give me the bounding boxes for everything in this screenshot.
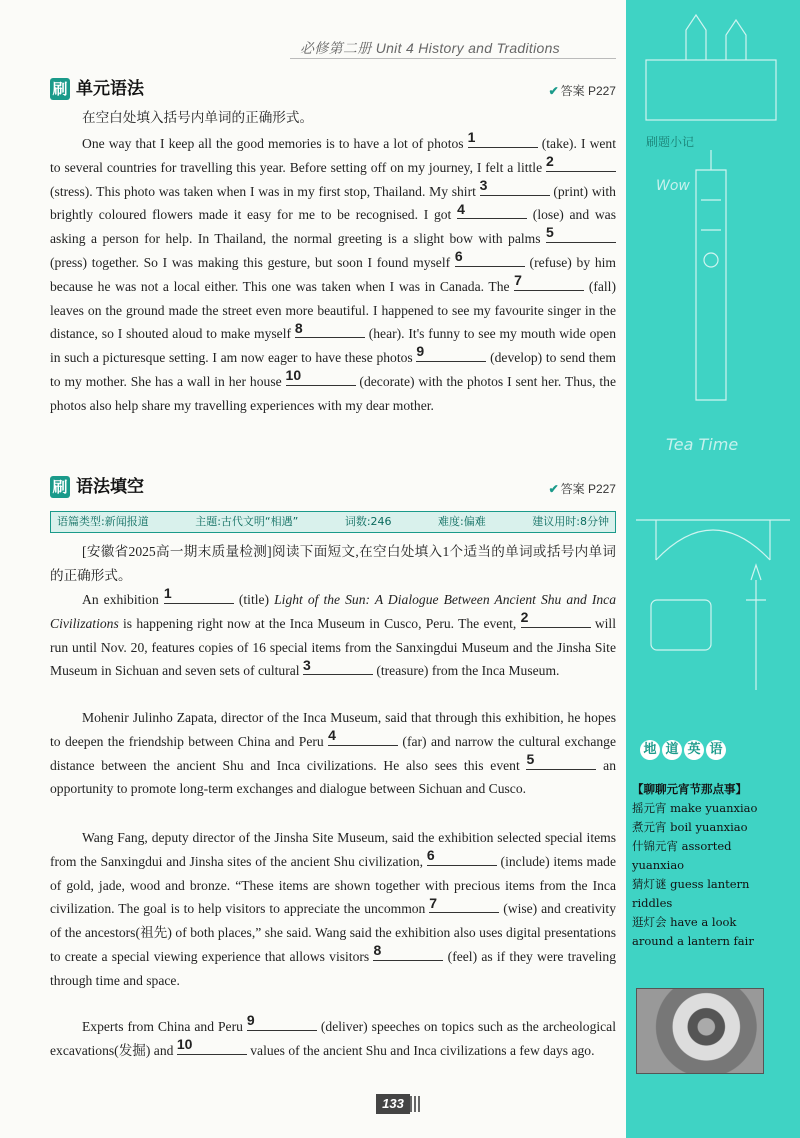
passage-text: (lose) and was asking a person for help. In Thailand, the normal greeting is a slight bow with palms (50, 207, 616, 247)
travel-sketch-illustration (626, 0, 800, 700)
passage-text: (take). I went to several countries for travelling this year. Before setting off on my journey, I felt a little (50, 136, 616, 175)
section2-paragraph-1 (50, 585, 616, 683)
passage-text: (print) with brightly coloured flowers made it easy for me to be recognised. I got (50, 183, 616, 223)
blank-number: 5 (546, 224, 554, 241)
svg-text:Tea Time: Tea Time (666, 435, 739, 454)
info-theme: 主题:古代文明“相遇” (195, 515, 299, 528)
vocab-item: 猜灯谜 guess lantern riddles (632, 877, 750, 910)
passage-text: An exhibition (82, 592, 164, 607)
blank-number: 3 (479, 176, 488, 193)
answer-blank[interactable] (328, 727, 398, 746)
passage-text: Mohenir Julinho Zapata, director of the Inca Museum, said that through this exhibition, he hopes to deepen the friendship between China and Peru (50, 710, 616, 749)
answer-blank[interactable] (246, 1012, 317, 1031)
answer-blank[interactable] (520, 609, 591, 628)
answer-blank[interactable] (467, 129, 538, 148)
blank-number: 1 (467, 129, 476, 146)
section1-heading (50, 78, 616, 106)
passage-info-bar (50, 511, 616, 533)
answer-blank[interactable] (285, 367, 356, 386)
passage-text: Experts from China and Peru (82, 1019, 247, 1034)
answer-blank[interactable] (526, 750, 596, 770)
tangyuan-photo (636, 988, 764, 1074)
passage-text: One way that I keep all the good memories is to have a lot of photos (82, 136, 468, 151)
passage-text: (refuse) by him because he was not a local either. This one was taken when I was in Canada. The (50, 254, 616, 294)
answer-blank[interactable] (454, 248, 525, 267)
passage-text: (include) items made of gold, jade, wood and bronze. “These items are shown together with precious items from the Inca civilization. The goal is to help visitors to appreciate the uncommon (50, 853, 616, 917)
section2-source: [安徽省2025高一期末质量检测]阅读下面短文,在空白处填入1个适当的单词或括号内单词的正确形式。 (50, 544, 616, 583)
answer-blank[interactable] (546, 153, 616, 172)
passage-text: (deliver) speeches on topics such as the archeological excavations(发掘) and (50, 1019, 616, 1058)
blank-number: 9 (246, 1012, 255, 1029)
vocab-item: 什锦元宵 assorted yuanxiao (632, 839, 732, 872)
answer-blank[interactable] (514, 271, 584, 291)
vocab-item: 摇元宵 make yuanxiao (632, 801, 758, 815)
section1-title: 单元语法 (76, 79, 144, 99)
blank-number: 10 (176, 1036, 193, 1052)
section2-paragraph-4 (50, 1012, 616, 1063)
blank-number: 7 (429, 894, 438, 911)
running-header: 必修第二册 Unit 4 History and Traditions (300, 40, 560, 56)
section2-mark: 刷 (50, 476, 70, 498)
answer-blank[interactable] (163, 585, 234, 604)
section2-answer-ref: ✔ 答案 P227 (548, 482, 616, 496)
blank-number: 2 (546, 153, 554, 169)
info-wordcount: 词数:246 (344, 515, 392, 528)
info-time: 建议用时:8分钟 (532, 515, 609, 528)
blank-number: 6 (454, 248, 463, 265)
svg-text:Wow: Wow (656, 178, 690, 194)
section1-mark: 刷 (50, 78, 70, 100)
passage-text: Wang Fang, deputy director of the Jinsha Site Museum, said the exhibition selected special items from the Sanxingdui and Jinsha sites of the ancient Shu civilization, (50, 830, 616, 869)
exhibition-title: Light of the Sun: A Dialogue Between Ancient Shu and Inca Civilizations (50, 592, 616, 631)
blank-number: 7 (514, 271, 522, 288)
vocab-title: 【聊聊元宵节那点事】 (632, 782, 747, 796)
passage-text: (wise) and creativity of the ancestors(祖先) of both places,” she said. Wang said the exhibition also uses digital presentations to create a special viewing experience that allows visitors (50, 901, 616, 964)
lantern-festival-vocab (632, 780, 768, 951)
blank-number: 8 (294, 319, 303, 336)
blank-number: 8 (373, 942, 382, 959)
section1-instruction: 在空白处填入括号内单词的正确形式。 (82, 110, 314, 125)
passage-text: is happening right now at the Inca Museum in Cusco, Peru. The event, (118, 615, 521, 631)
blank-number: 10 (285, 367, 302, 384)
blank-number: 9 (416, 343, 425, 360)
passage-text: (stress). This photo was taken when I was in my first stop, Thailand. My shirt (50, 183, 480, 199)
answer-blank[interactable] (373, 942, 443, 961)
blank-number: 1 (163, 585, 172, 602)
check-icon: ✔ (548, 84, 559, 98)
sidebar-panel (626, 0, 800, 1138)
blank-number: 4 (328, 727, 336, 743)
passage-text: an opportunity to promote long-term exchanges and dialogue between Sichuan and Cusco. (50, 757, 616, 797)
vocab-item: 逛灯会 have a look around a lantern fair (632, 915, 754, 948)
blank-number: 6 (426, 847, 435, 863)
section2-title: 语法填空 (76, 477, 144, 497)
notes-label: 刷题小记 (646, 135, 695, 149)
info-genre: 语篇类型:新闻报道 (57, 515, 149, 528)
page-number-decoration (410, 1096, 422, 1112)
answer-blank[interactable] (416, 343, 486, 362)
section2-heading (50, 476, 616, 504)
blank-number: 2 (520, 609, 529, 625)
passage-text: (feel) as if they were traveling through time and space. (50, 948, 617, 988)
check-icon: ✔ (548, 482, 559, 496)
header-rule (290, 58, 616, 59)
section1-answer-ref: ✔ 答案 P227 (548, 84, 616, 98)
passage-text: (treasure) from the Inca Museum. (372, 663, 560, 679)
answer-blank[interactable] (457, 200, 527, 219)
blank-number: 5 (526, 750, 535, 767)
passage-text: (press) together. So I was making this gesture, but soon I found myself (50, 254, 455, 270)
section1-passage (50, 129, 616, 418)
answer-blank[interactable] (429, 894, 499, 913)
passage-text: (far) and narrow the cultural exchange distance between the ancient Shu and Inca civilizations. He also sees this event (50, 733, 616, 773)
passage-text: values of the ancient Shu and Inca civilizations a few days ago. (246, 1042, 595, 1058)
passage-text: (develop) to send them to my mother. She has a wall in her house (50, 350, 616, 389)
vocab-item: 煮元宵 boil yuanxiao (632, 820, 748, 834)
info-difficulty: 难度:偏难 (438, 515, 486, 528)
section2-paragraph-2 (50, 706, 616, 801)
answer-blank[interactable] (546, 224, 616, 243)
blank-number: 3 (302, 656, 311, 673)
passage-text: (fall) leaves on the ground made the street even more beautiful. I happened to see my favourite singer in the distance, so I shouted aloud to make myself (50, 278, 616, 342)
page-number: 133 (376, 1094, 410, 1114)
section2-paragraph-3 (50, 826, 616, 993)
answer-blank[interactable] (294, 319, 365, 338)
answer-blank[interactable] (426, 847, 497, 866)
passage-text: (title) (233, 592, 275, 607)
passage-text: (decorate) with the photos I sent her. Thus, the photos also help share my travelling experiences with my dear mother. (50, 373, 616, 413)
authentic-english-tag: 地 道 英 语 (640, 740, 726, 760)
passage-text: will run until Nov. 20, features copies of 16 special items from the Sanxingdui Museum and the Jinsha Site Museum in Sichuan and seven sets of cultural (50, 615, 616, 679)
blank-number: 4 (457, 200, 465, 217)
answer-blank[interactable] (479, 176, 550, 196)
answer-blank[interactable] (302, 656, 373, 675)
passage-text: (hear). It's funny to see my mouth wide open in such a picturesque setting. I am now eager to have these photos (50, 326, 616, 366)
answer-blank[interactable] (176, 1036, 247, 1055)
